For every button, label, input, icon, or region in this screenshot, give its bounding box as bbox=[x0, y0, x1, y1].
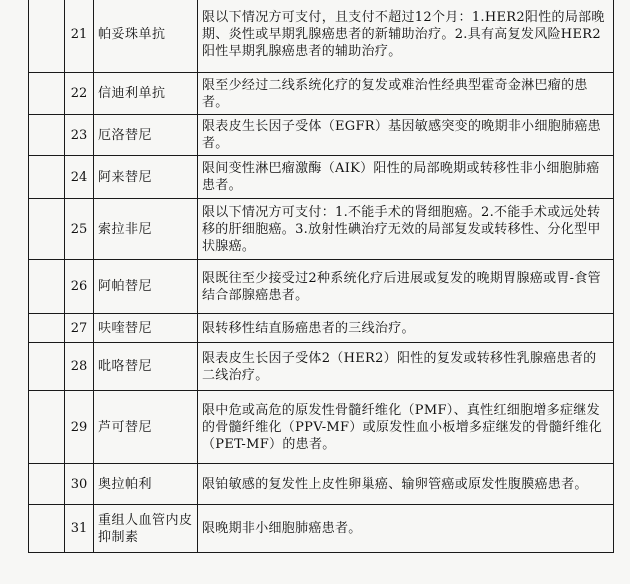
drug-name: 吡咯替尼 bbox=[94, 343, 198, 391]
table-row bbox=[29, 314, 614, 343]
drug-reimbursement-table bbox=[28, 0, 614, 553]
table-row bbox=[29, 464, 614, 505]
payment-restriction: 限既往至少接受过2种系统化疗后进展或复发的晚期胃腺癌或胃-食管结合部腺癌患者。 bbox=[198, 260, 614, 314]
table-row bbox=[29, 505, 614, 553]
drug-name: 呋喹替尼 bbox=[94, 314, 198, 343]
table-row bbox=[29, 199, 614, 260]
payment-restriction: 限以下情况方可支付，且支付不超过12个月：1.HER2阳性的局部晚期、炎性或早期乳腺癌患者的新辅助治疗。2.具有高复发风险HER2阳性早期乳腺癌患者的辅助治疗。 bbox=[198, 0, 614, 73]
blank-cell bbox=[29, 343, 65, 391]
row-number: 26 bbox=[65, 260, 94, 314]
table-row bbox=[29, 0, 614, 73]
blank-cell bbox=[29, 0, 65, 73]
row-number: 29 bbox=[65, 391, 94, 464]
drug-name: 厄洛替尼 bbox=[94, 115, 198, 156]
payment-restriction: 限表皮生长因子受体2（HER2）阳性的复发或转移性乳腺癌患者的二线治疗。 bbox=[198, 343, 614, 391]
row-number: 30 bbox=[65, 464, 94, 505]
drug-name: 帕妥珠单抗 bbox=[94, 0, 198, 73]
row-number: 25 bbox=[65, 199, 94, 260]
drug-name: 阿帕替尼 bbox=[94, 260, 198, 314]
blank-cell bbox=[29, 73, 65, 115]
table-row bbox=[29, 115, 614, 156]
payment-restriction: 限间变性淋巴瘤激酶（AIK）阳性的局部晚期或转移性非小细胞肺癌患者。 bbox=[198, 156, 614, 199]
payment-restriction: 限铂敏感的复发性上皮性卵巢癌、输卵管癌或原发性腹膜癌患者。 bbox=[198, 464, 614, 505]
blank-cell bbox=[29, 199, 65, 260]
payment-restriction: 限转移性结直肠癌患者的三线治疗。 bbox=[198, 314, 614, 343]
drug-name: 奥拉帕利 bbox=[94, 464, 198, 505]
blank-cell bbox=[29, 505, 65, 553]
table-row bbox=[29, 343, 614, 391]
row-number: 21 bbox=[65, 0, 94, 73]
payment-restriction: 限以下情况方可支付：1.不能手术的肾细胞癌。2.不能手术或远处转移的肝细胞癌。3.放射性碘治疗无效的局部复发或转移性、分化型甲状腺癌。 bbox=[198, 199, 614, 260]
payment-restriction: 限中危或高危的原发性骨髓纤维化（PMF）、真性红细胞增多症继发的骨髓纤维化（PPV-MF）或原发性血小板增多症继发的骨髓纤维化（PET-MF）的患者。 bbox=[198, 391, 614, 464]
blank-cell bbox=[29, 260, 65, 314]
row-number: 23 bbox=[65, 115, 94, 156]
drug-name: 重组人血管内皮抑制素 bbox=[94, 505, 198, 553]
drug-name: 索拉非尼 bbox=[94, 199, 198, 260]
row-number: 28 bbox=[65, 343, 94, 391]
blank-cell bbox=[29, 391, 65, 464]
blank-cell bbox=[29, 115, 65, 156]
blank-cell bbox=[29, 314, 65, 343]
payment-restriction: 限至少经过二线系统化疗的复发或难治性经典型霍奇金淋巴瘤的患者。 bbox=[198, 73, 614, 115]
drug-name: 信迪利单抗 bbox=[94, 73, 198, 115]
table-row bbox=[29, 260, 614, 314]
row-number: 22 bbox=[65, 73, 94, 115]
drug-name: 阿来替尼 bbox=[94, 156, 198, 199]
table-row bbox=[29, 391, 614, 464]
row-number: 24 bbox=[65, 156, 94, 199]
blank-cell bbox=[29, 464, 65, 505]
payment-restriction: 限晚期非小细胞肺癌患者。 bbox=[198, 505, 614, 553]
payment-restriction: 限表皮生长因子受体（EGFR）基因敏感突变的晚期非小细胞肺癌患者。 bbox=[198, 115, 614, 156]
drug-name: 芦可替尼 bbox=[94, 391, 198, 464]
row-number: 27 bbox=[65, 314, 94, 343]
table-row bbox=[29, 156, 614, 199]
blank-cell bbox=[29, 156, 65, 199]
table-row bbox=[29, 73, 614, 115]
row-number: 31 bbox=[65, 505, 94, 553]
